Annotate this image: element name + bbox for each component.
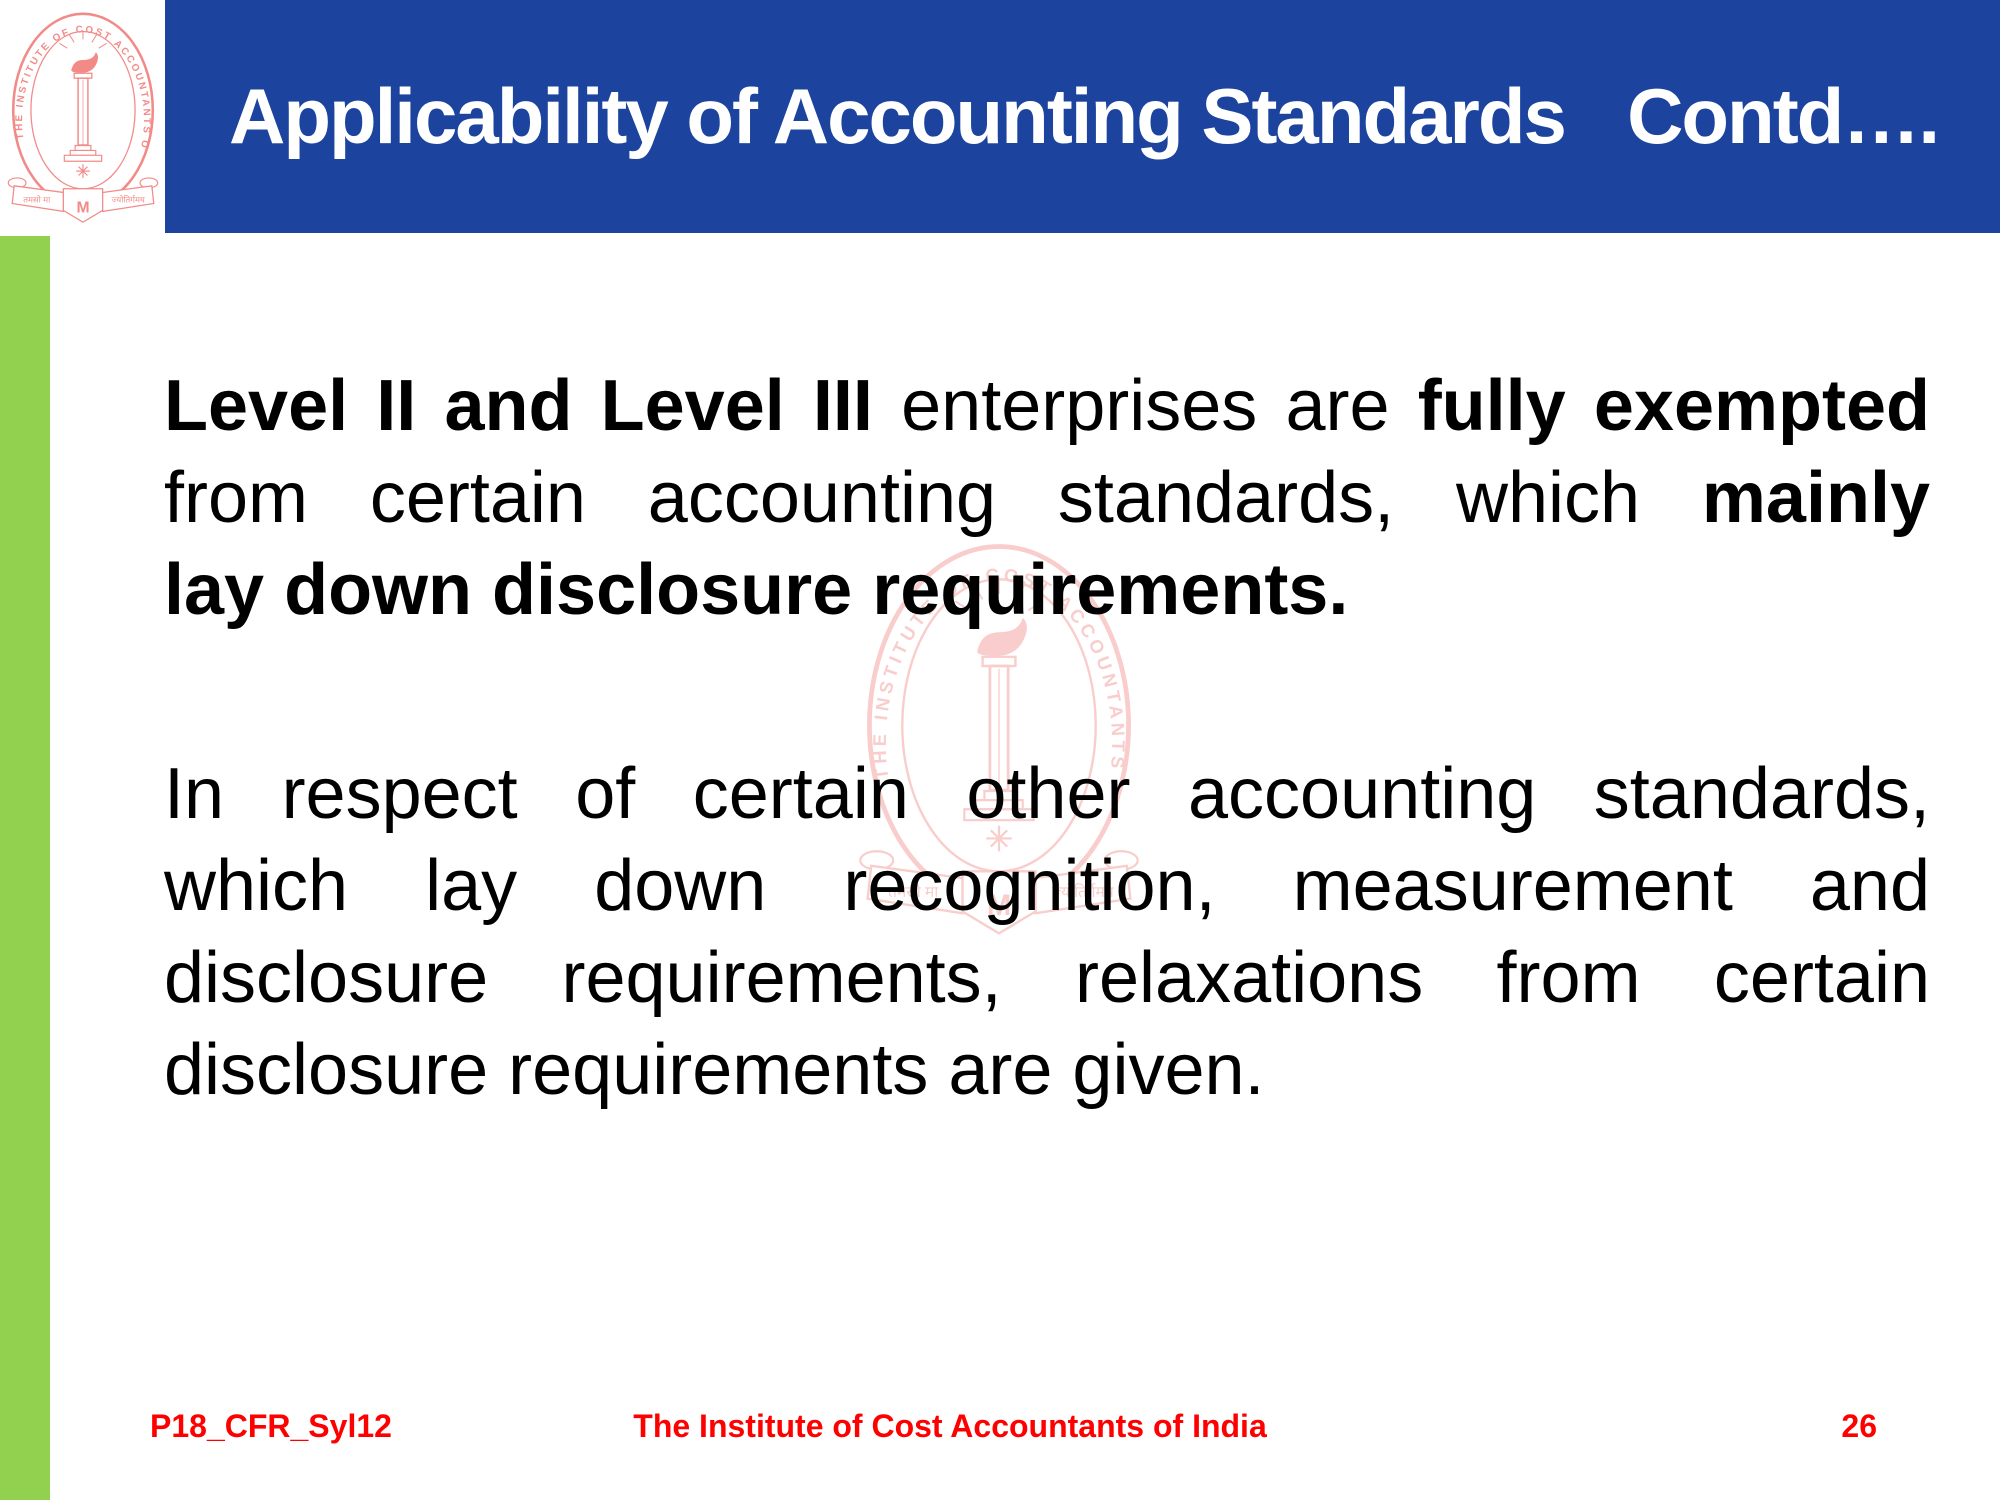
paragraph-relaxations [164,748,1930,1116]
bold-run: mainly [1701,458,1930,538]
body-line [164,360,1930,452]
institute-logo-icon [4,2,162,233]
left-accent-stripe [0,236,50,1500]
page-title-contd: Contd…. [1627,72,1938,160]
body-line: disclosure requirements are given. [164,1030,1265,1110]
footer-course-code: P18_CFR_Syl12 [150,1408,392,1444]
bold-run: lay down disclosure requirements. [164,550,1349,630]
text-run: from certain accounting standards, which [164,458,1702,538]
footer-institute-name: The Institute of Cost Accountants of India [633,1408,1267,1444]
bold-run: Level II and Level III [164,366,873,446]
body-line [164,544,1930,636]
page-title: Applicability of Accounting Standards [229,72,1565,160]
body-line: which lay down recognition, measurement and [164,846,1930,926]
bold-run: fully exempted [1417,366,1930,446]
text-run: enterprises are [872,366,1418,446]
slide-body [164,360,1930,1116]
footer-page-number: 26 [1841,1408,1877,1444]
body-line [164,452,1930,544]
paragraph-exemption [164,360,1930,636]
footer [0,1408,2000,1452]
header-bar [165,0,2000,233]
body-line: disclosure requirements, relaxations from certain [164,938,1930,1018]
body-line: In respect of certain other accounting standards, [164,754,1930,834]
